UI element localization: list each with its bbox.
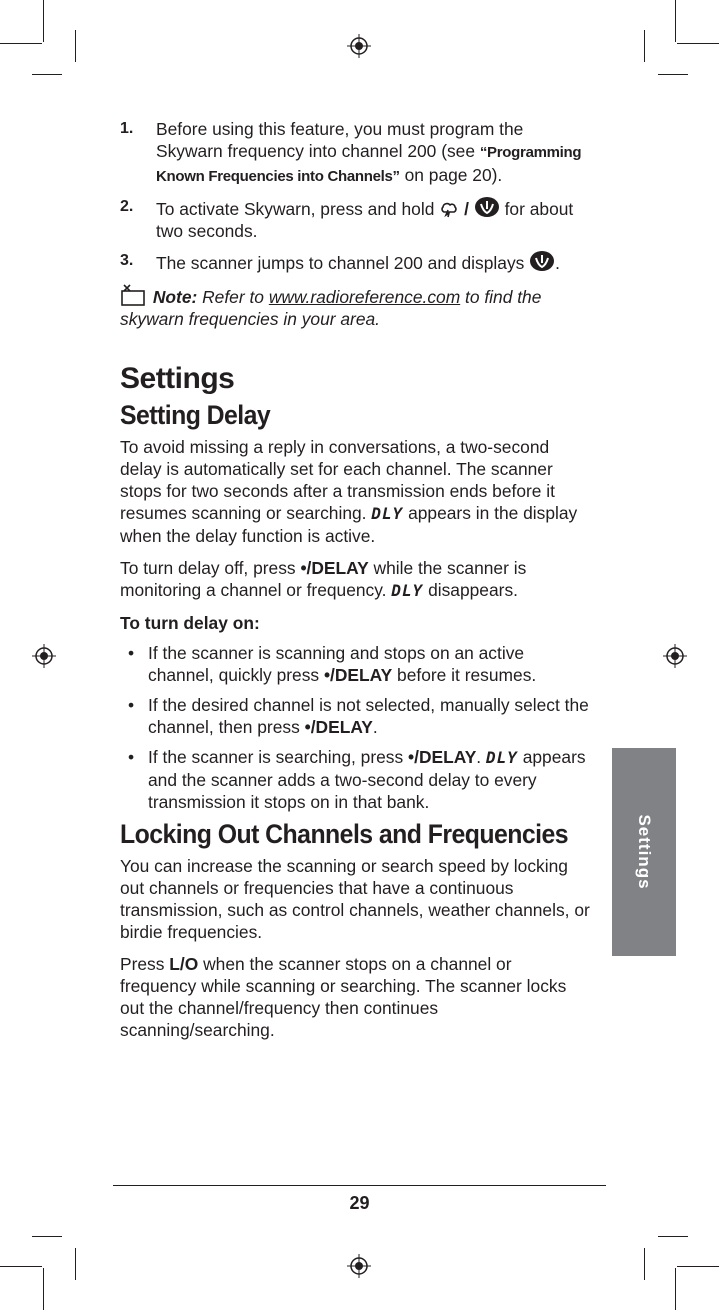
crop-mark xyxy=(644,1248,645,1280)
delay-key: •/DELAY xyxy=(408,747,477,767)
bullet: • xyxy=(128,747,135,767)
step-text: To activate Skywarn, press and hold xyxy=(156,199,440,219)
delay-key: •/DELAY xyxy=(323,665,393,685)
crop-mark xyxy=(75,1248,76,1280)
delay-paragraph-2 xyxy=(120,557,590,602)
crop-mark xyxy=(43,0,44,42)
paragraph-text: while the scanner is monitoring a channel or frequency. xyxy=(120,558,527,600)
crop-mark xyxy=(677,43,719,44)
registration-mark-icon xyxy=(347,1254,371,1278)
lcd-dly: DLY xyxy=(371,504,404,523)
lockout-key: L/O xyxy=(169,954,199,974)
list-text: If the scanner is searching, press xyxy=(148,747,409,767)
bullet: • xyxy=(128,643,135,663)
paragraph-text: appears in the display when the delay function is active. xyxy=(120,503,578,546)
section-title: Settings xyxy=(120,362,235,395)
delay-on-list xyxy=(120,642,590,813)
crop-mark xyxy=(677,1266,719,1267)
crop-mark xyxy=(0,1266,42,1267)
delay-paragraph-1 xyxy=(120,436,590,547)
lcd-dly: DLY xyxy=(391,581,424,600)
step-text: on page 20). xyxy=(399,165,503,185)
lockout-paragraph-1: You can increase the scanning or search speed by locking out channels or frequencies that have a continuous transmission, such as control channels, weather channels, or birdie frequencies. xyxy=(120,856,590,942)
step-text: Before using this feature, you must program the Skywarn frequency into channel 200 (see xyxy=(156,119,524,161)
paragraph-text: To turn delay off, press xyxy=(120,558,301,578)
crop-mark xyxy=(644,30,645,62)
weather-key-icon xyxy=(439,200,459,218)
registration-mark-icon xyxy=(663,644,687,668)
delay-key: •/DELAY xyxy=(300,558,369,578)
list-item xyxy=(120,642,590,686)
crop-mark xyxy=(658,1236,688,1237)
crop-mark xyxy=(32,74,62,75)
step-3 xyxy=(120,250,590,274)
page-number: 29 xyxy=(349,1193,370,1213)
crop-mark xyxy=(675,1268,676,1310)
list-text: If the desired channel is not selected, manually select the channel, then press xyxy=(148,695,589,737)
paragraph-text: disappears. xyxy=(423,580,518,600)
skywarn-icon xyxy=(474,196,500,218)
delay-key: •/DELAY xyxy=(304,717,373,737)
note-text: Refer to xyxy=(197,287,269,307)
paragraph-text: Press xyxy=(120,954,170,974)
step-1 xyxy=(120,118,590,188)
list-item xyxy=(120,694,590,738)
step-text: The scanner jumps to channel 200 and displays xyxy=(156,253,530,273)
note-icon xyxy=(120,284,148,306)
paragraph-text: To avoid missing a reply in conversations, a two-second delay is automatically set for each channel. The scanner stops for two seconds after a transmission ends before it resumes scanning or searching. xyxy=(120,437,555,523)
setting-delay-heading: Setting Delay xyxy=(120,400,271,430)
section-side-tab xyxy=(612,748,676,956)
step-text: . xyxy=(555,253,561,273)
cross-reference: “Programming Known Frequencies into Channels” xyxy=(156,144,582,185)
radioreference-link[interactable]: www.radioreference.com xyxy=(268,287,461,307)
lcd-dly: DLY xyxy=(485,748,518,767)
key-separator: / xyxy=(464,199,469,219)
note-text: to find the skywarn frequencies in your area. xyxy=(120,287,542,329)
registration-mark-icon xyxy=(32,644,56,668)
page-content xyxy=(120,118,590,1051)
turn-delay-on-subhead: To turn delay on: xyxy=(120,613,260,633)
crop-mark xyxy=(32,1236,62,1237)
paragraph-text: when the scanner stops on a channel or frequency while scanning or searching. The scanner locks out the channel/frequency then continues scanning/searching. xyxy=(120,954,567,1040)
step-2 xyxy=(120,196,590,242)
list-text: If the scanner is scanning and stops on an active channel, quickly press xyxy=(148,643,525,685)
step-number: 3. xyxy=(120,252,134,269)
list-item xyxy=(120,746,590,813)
crop-mark xyxy=(75,30,76,62)
locking-out-heading: Locking Out Channels and Frequencies xyxy=(120,819,569,849)
bullet: • xyxy=(128,695,135,715)
step-number: 1. xyxy=(120,120,134,137)
lockout-paragraph-2 xyxy=(120,953,590,1041)
step-text: for about two seconds. xyxy=(156,199,574,241)
note-label: Note: xyxy=(152,287,198,307)
note xyxy=(120,284,590,330)
side-tab-label: Settings xyxy=(635,814,654,890)
list-text: before it resumes. xyxy=(392,665,537,685)
registration-mark-icon xyxy=(347,34,371,58)
list-text: . xyxy=(372,717,378,737)
step-number: 2. xyxy=(120,198,134,215)
list-text: . xyxy=(476,747,486,767)
skywarn-icon xyxy=(529,250,555,272)
footer-rule xyxy=(113,1185,606,1186)
crop-mark xyxy=(0,43,42,44)
crop-mark xyxy=(658,74,688,75)
crop-mark xyxy=(43,1268,44,1310)
list-text: appears and the scanner adds a two-second delay to every transmission it stops on in that bank. xyxy=(148,747,586,812)
crop-mark xyxy=(675,0,676,42)
